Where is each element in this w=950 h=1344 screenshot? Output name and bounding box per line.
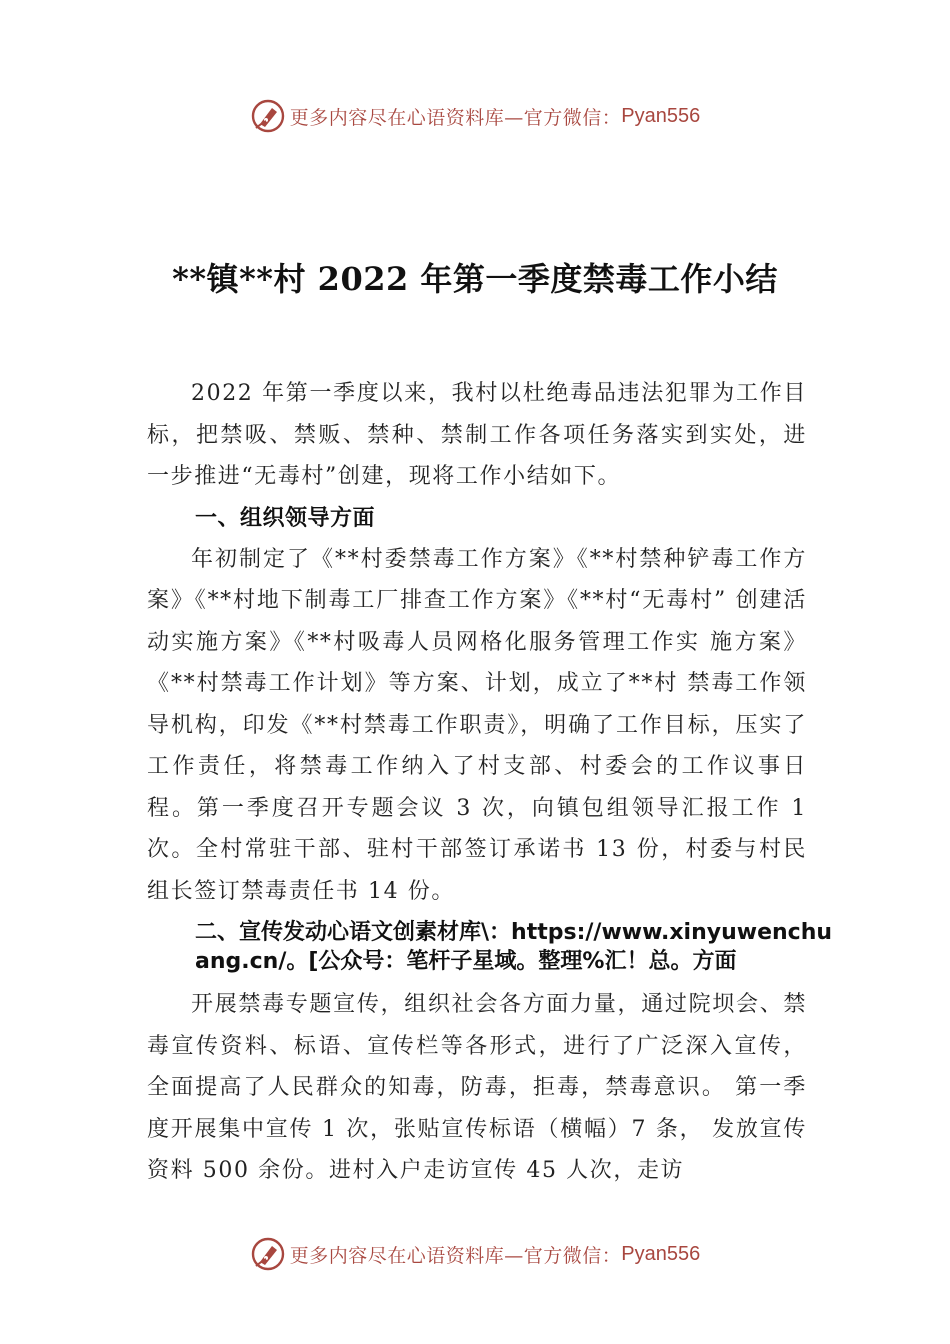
watermark-text: 更多内容尽在心语资料库—官方微信： bbox=[289, 106, 622, 129]
header-watermark-banner bbox=[0, 94, 950, 138]
section-heading-1: 一、组织领导方面 bbox=[195, 505, 376, 531]
watermark-text: 更多内容尽在心语资料库—官方微信： bbox=[289, 1244, 622, 1267]
watermark-wechat-id: Pyan556 bbox=[621, 1242, 701, 1265]
document-title: **镇**村 2022 年第一季度禁毒工作小结 bbox=[172, 260, 778, 298]
section-2-paragraph: 开展禁毒专题宣传，组织社会各方面力量，通过院坝会、禁毒宣传资料、标语、宣传栏等各形式，进行了广泛深入宣传，全面提高了人民群众的知毒，防毒，拒毒，禁毒意识。 第一季度开展集中宣传 1 次，张贴宣传标语（横幅）7 条， 发放宣传资料 500 余份。进村入户走访宣传 45 人次，走访 bbox=[147, 992, 807, 1183]
pen-nib-circle-icon bbox=[250, 1236, 286, 1272]
section-1-paragraph: 年初制定了《**村委禁毒工作方案》《**村禁种铲毒工作方案》《**村地下制毒工厂排查工作方案》《**村“无毒村” 创建活动实施方案》《**村吸毒人员网格化服务管理工作实 施方案》《**村禁毒工作计划》等方案、计划，成立了**村 禁毒工作领导机构，印发《**村禁毒工作职责》，明确了工作目标，压实了工作责任，将禁毒工作纳入了村支部、村委会的工作议事日程。第一季度召开专题会议 3 次，向镇包组领导汇报工作 1 次。全村常驻干部、驻村干部签订承诺书 13 份，村委与村民组长签订禁毒责任书 14 份。 bbox=[147, 546, 807, 904]
pen-nib-circle-icon bbox=[250, 98, 286, 134]
intro-paragraph: 2022 年第一季度以来，我村以杜绝毒品违法犯罪为工作目标，把禁吸、禁贩、禁种、禁制工作各项任务落实到实处，进一步推进“无毒村”创建，现将工作小结如下。 bbox=[147, 381, 807, 489]
document-body bbox=[147, 373, 833, 1192]
section-heading-2: 二、宣传发动心语文创素材库\：https://www.xinyuwenchuang.cn/。[公众号：笔杆子星域。整理%汇！总。方面 bbox=[195, 920, 833, 974]
watermark-wechat-id: Pyan556 bbox=[621, 104, 701, 127]
footer-watermark-banner bbox=[0, 1232, 950, 1276]
